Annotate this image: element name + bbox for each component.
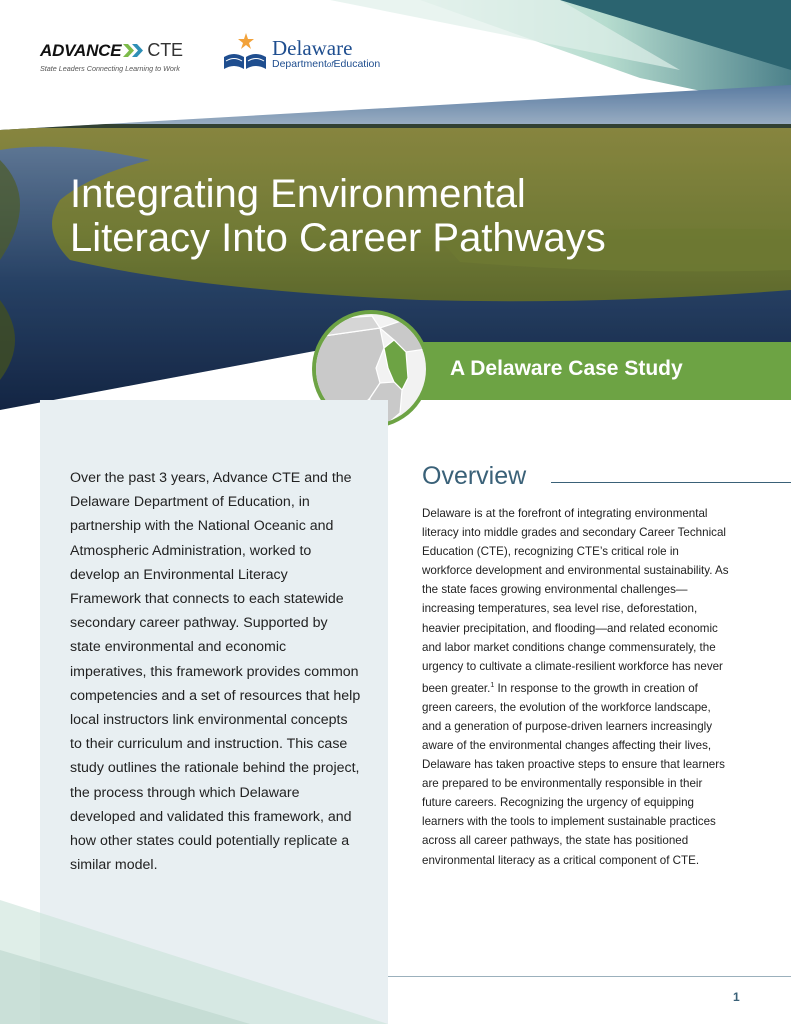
footnote-marker: 1 [490, 681, 495, 689]
page-number: 1 [733, 990, 740, 1004]
subtitle-banner-text: A Delaware Case Study [450, 357, 683, 380]
advance-logo-name: ADVANCE [40, 41, 122, 60]
advance-logo-tagline: State Leaders Connecting Learning to Work [40, 64, 180, 73]
overview-heading: Overview [422, 462, 527, 490]
bottom-decor-shapes [0, 880, 388, 1024]
heading-rule [551, 482, 791, 483]
page-title: Integrating Environmental Literacy Into Career Pathways [70, 172, 606, 260]
hero-section [0, 0, 791, 430]
doe-logo-line2: DepartmentofEducation [272, 58, 381, 70]
footer-rule [388, 976, 791, 977]
advance-logo-cte: CTE [147, 40, 183, 60]
doe-logo-line1: Delaware [272, 36, 353, 60]
intro-paragraph: Over the past 3 years, Advance CTE and the Delaware Department of Education, in partnership with the National Oceanic and Atmospheric Administration, worked to develop an Environmental Literacy Framework that connects to each statewide secondary career pathway. Supported by state environmental and economic imperatives, this framework provides common competencies and a set of resources that help local instructors link environmental concepts to their curriculum and instruction. This case study outlines the rationale behind the project, the process through which Delaware developed and validated this framework, and how other states could potentially replicate a similar model. [70, 470, 361, 874]
overview-paragraph: Delaware is at the forefront of integrating environmental literacy into middle grades and secondary Career Technical Education (CTE), recognizing CTE’s critical role in workforce development and environmental sustainability. As the state faces growing environmental challenges—increasing temperatures, sea level rise, deforestation, heavier precipitation, and flooding—and related economic and labor market conditions change commensurately, the urgency to cultivate a climate-resilient workforce has never been greater.$^1$ In response to the growth in creation of green careers, the evolution of the workforce landscape, and a generation of purpose-driven learners increasingly aware of the environmental changes affecting their lives, Delaware has taken proactive steps to ensure that learners are prepared to be environmentally responsible in their future careers. Recognizing the urgency of equipping learners with the tools to implement sustainable practices across all career pathways, the state has positioned environmental literacy as a critical component of CTE. [422, 507, 729, 867]
